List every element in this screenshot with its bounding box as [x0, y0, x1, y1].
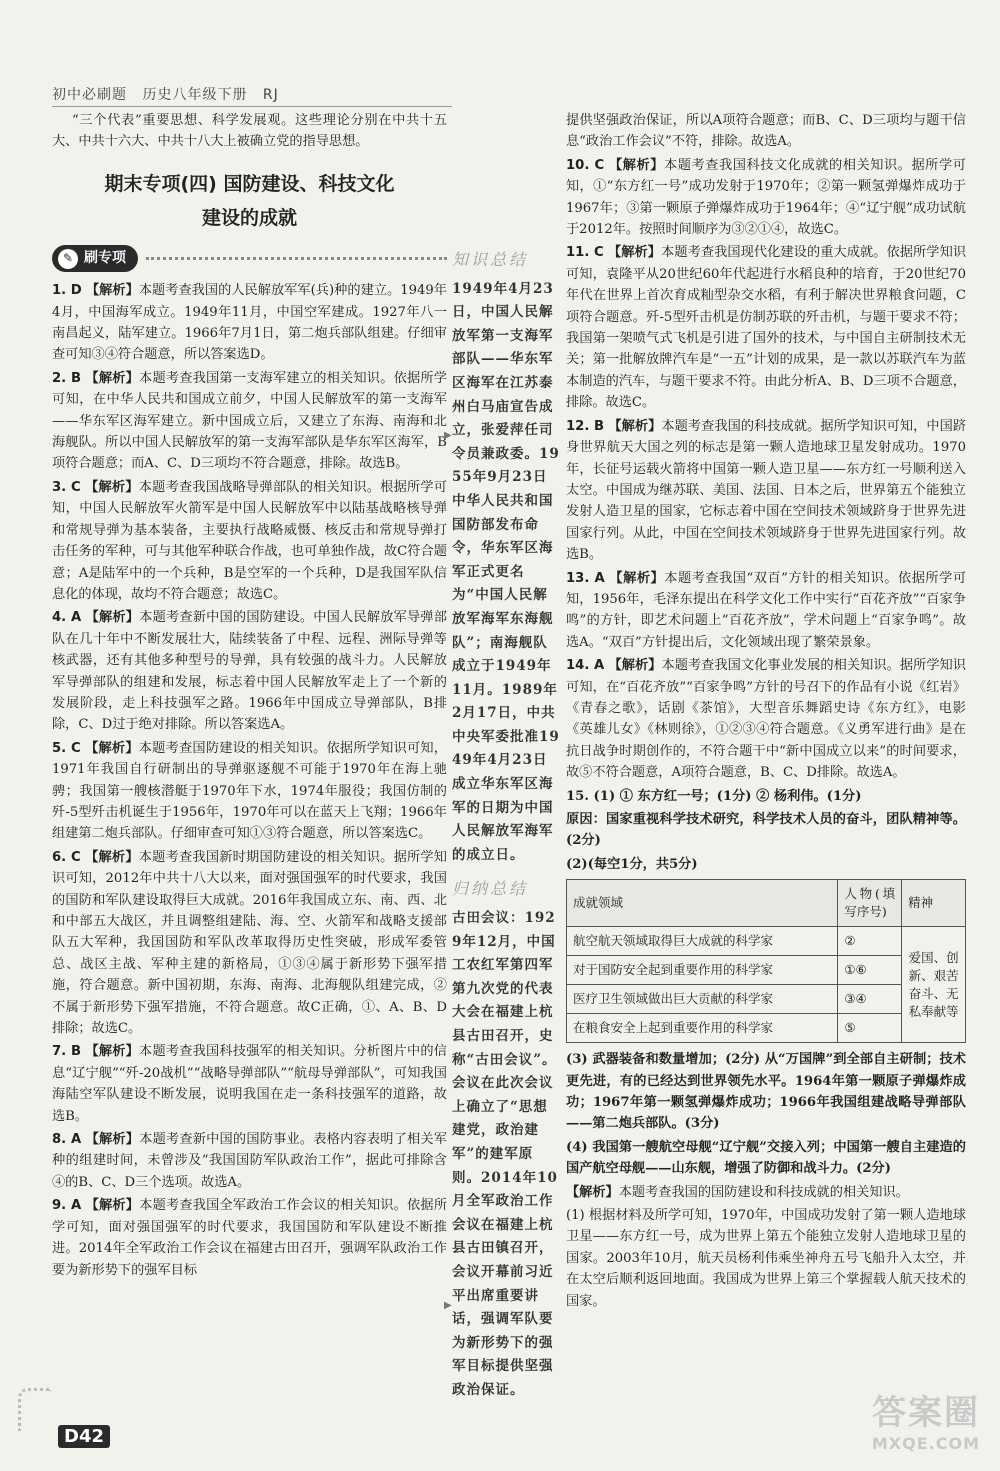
q15-analysis [566, 1182, 966, 1203]
table-header-spirit: 精神 [902, 880, 966, 927]
analysis-tag: 【解析】 [85, 610, 140, 626]
answer-number: 7. B [52, 1044, 82, 1060]
watermark-url: MXQE.COM [871, 1434, 980, 1453]
q15-part1: 15. (1) ① 东方红一号；(1分) ② 杨利伟。(1分) [566, 788, 862, 804]
answer-item [566, 155, 966, 241]
answer-text: 本题考查新中国的国防建设。中国人民解放军导弹部队在几十年中不断发展壮大，陆续装备了中程、远程、洲际导弹等核武器，还有其他多种型号的导弹，具有较强的战斗力。人民解放军导弹部队的组建和发展，标志着中国人民解放军走上了一个新的发展阶段，走上科技强军之路。1966年中国成立导弹部队，B排除，C、D过于绝对排除。所以答案选A。 [52, 610, 448, 733]
answer-item [52, 280, 447, 366]
answer-continuation: 提供坚强政治保证，所以A项符合题意；而B、C、D三项均与题干信息“政治工作会议”不符，排除。故选A。 [566, 113, 966, 150]
page-header [52, 84, 289, 104]
answer-text: 本题考查我国战略导弹部队的相关知识。根据所学可知，中国人民解放军火箭军是中国人民解放军中以陆基战略核导弹和常规导弹为基本装备，主要执行战略威慑、核反击和常规导弹打击任务的军种，可与其他军种联合作战，也可单独作战，故C符合题意；A是陆军中的一个兵种，B是空军的一个兵种，D是我国军队信息化的体现，故均不符合题意；故选C。 [52, 479, 447, 602]
answer-text: 本题考查我国文化事业发展的相关知识。据所学知识可知，在“百花齐放”“百家争鸣”方针的号召下的作品有小说《红岩》《青春之歌》，话剧《茶馆》，大型音乐舞蹈史诗《东方红》，电影《英雄儿女》《林则徐》，①②③④符合题意。《义勇军进行曲》是在抗日战争时期创作的，不符合题干中“新中国成立以来”的时间要求，故⑤不符合题意，A项符合题意，B、C、D排除。故选A。 [566, 658, 966, 781]
answer-item [52, 847, 447, 1040]
analysis-text: 本题考查我国的国防建设和科技成就的相关知识。 [618, 1184, 909, 1200]
watermark [872, 1385, 980, 1453]
practice-banner [52, 245, 447, 272]
answer-item [52, 1195, 447, 1281]
answer-number: 4. A [52, 610, 82, 626]
section-title [52, 167, 447, 235]
left-column [52, 110, 447, 1283]
watermark-logo-text: 答案圈 [872, 1393, 980, 1433]
analysis-tag: 【解析】 [608, 418, 662, 434]
q15-reason: 原因：国家重视科学技术研究，科学技术人员的奋斗，团队精神等。(2分) [566, 812, 966, 849]
table-cell-spirit: 爱国、创新、艰苦奋斗、无私奉献等 [902, 927, 966, 1043]
practice-badge [52, 245, 138, 272]
answer-number: 11. C [566, 245, 604, 261]
table-row [567, 927, 966, 956]
answer-number: 14. A [566, 658, 605, 674]
knowledge-summary-heading: 知识总结 [452, 250, 529, 269]
table-cell-person: ③④ [838, 985, 902, 1014]
induction-summary-text: 古田会议：1929年12月，中国工农红军第四军第九次党的代表大会在福建上杭县古田召开，史称“古田会议”。会议在此次会议上确立了“思想建党，政治建军”的建军原则。2014年10月全军政治工作会议在福建上杭县古田镇召开，会议开幕前习近平出席重要讲话，强调军队要为新形势下的强军目标提供坚强政治保证。 [452, 910, 558, 1398]
table-cell-person: ② [838, 927, 902, 956]
book-name: 初中必刷题 [52, 87, 127, 103]
answer-text: 本题考查我国的科技成就。据所学知识可知，中国跻身世界航天大国之列的标志是第一颗人造地球卫星发射成功。1970年，长征号运载火箭将中国第一颗人造卫星——东方红一号顺利送入太空。中国成为继苏联、美国、法国、日本之后，世界第五个能独立发射人造卫星的国家，它标志着中国在空间技术领域跻身于世界先进国家行列。从此，中国在空间技术领域跻身于世界先进国家行列。故选B。 [566, 418, 967, 563]
analysis-tag: 【解析】 [85, 740, 139, 756]
table-cell-field: 航空航天领域取得巨大成就的科学家 [567, 927, 838, 956]
answer-text: 本题考查新中国的国防事业。表格内容表明了相关军种的组建时间，未曾涉及“我国国防军队政治工作”，据此可排除含④的B、C、D三个选项。故选A。 [52, 1132, 448, 1190]
pointer-arrow-icon: ▶ [444, 1300, 452, 1311]
knowledge-summary-text: 1949年4月23日，中国人民解放军第一支海军部队——华东军区海军在江苏泰州白马庙宣告成立，张爱萍任司令员兼政委。1955年9月23日中华人民共和国国防部发布命令，华东军区海军正式更名为“中国人民解放军海军东海舰队”；南海舰队成立于1949年11月。1989年2月17日，中共中央军委批准1949年4月23日成立华东军区海军的日期为中国人民解放军海军的成立日。 [452, 280, 560, 863]
answer-item [52, 607, 447, 735]
answer-text: 本题考查我国“双百”方针的相关知识。依据所学可知，1956年，毛泽东提出在科学文化工作中实行“百花齐放”“百家争鸣”的方针，即艺术问题上“百花齐放”，学术问题上“百家争鸣”。故选A。“双百”方针提出后，文化领域出现了繁荣景象。 [566, 570, 967, 650]
answer-number: 5. C [52, 740, 81, 756]
answer-number: 3. C [52, 479, 81, 495]
analysis-tag: 【解析】 [85, 849, 139, 865]
answer-number: 13. A [566, 570, 605, 586]
answer-text: 本题考查我国科技文化成就的相关知识。据所学可知，①“东方红一号”成功发射于1970年；②第一颗氢弹爆炸成功于1967年；③第一颗原子弹爆炸成功于1964年；④“辽宁舰”成功试航于2012年。按照时间顺序为③②①④，故选C。 [566, 157, 966, 238]
analysis-tag: 【解析】 [85, 370, 140, 386]
answer-item [566, 416, 966, 566]
table-cell-field: 医疗卫生领域做出巨大贡献的科学家 [567, 985, 838, 1014]
page-number: D42 [58, 1425, 110, 1448]
achievement-table [566, 879, 966, 1043]
answer-item [52, 1129, 447, 1193]
answer-text: 本题考查我国的人民解放军军(兵)种的建立。1949年4月，中国海军成立。1949年11月，中国空军建成。1927年八一南昌起义，陆军建立。1966年7月1日，第二炮兵部队组建。仔细审查可知③④符合题意，所以答案选D。 [52, 283, 447, 363]
section-title-line-1: 期末专项(四) 国防建设、科技文化 [104, 172, 395, 195]
q15-part3: (3) 武器装备和数量增加；(2分) 从“万国牌”到全部自主研制；技术更先进，有的已经达到世界领先水平。1964年第一颗原子弹爆炸成功；1967年第一颗氢弹爆炸成功；1966年我国组建战略导弹部队——第二炮兵部队。(3分) [566, 1052, 966, 1132]
answer-item [52, 1041, 447, 1127]
analysis-tag: 【解析】 [608, 245, 662, 261]
table-header-field: 成就领域 [567, 880, 838, 927]
analysis-tag: 【解析】 [85, 1132, 140, 1148]
answer-item [52, 738, 447, 845]
table-header-row [567, 880, 966, 927]
table-cell-field: 在粮食安全上起到重要作用的科学家 [567, 1014, 838, 1043]
answer-number: 12. B [566, 418, 605, 434]
section-title-line-2: 建设的成就 [201, 206, 297, 229]
pencil-icon: ✎ [58, 249, 78, 269]
answer-text: 本题考查我国现代化建设的重大成就。依据所学知识可知，袁隆平从20世纪60年代起进行水稻良种的培育，于20世纪70年代在世界上首次育成籼型杂交水稻，有利于解决世界粮食问题，C项符合题意。歼-5型歼击机是仿制苏联的歼击机，与题干要求不符；我国第一架喷气式飞机是引进了国外的技术，与中国自主研制技术无关；第一批解放牌汽车是“一五”计划的成果，是一款以苏联汽车为蓝本制造的汽车，与题干要求不符。由此分析A、B、D三项不合题意，排除。故选C。 [566, 245, 967, 411]
answer-item [566, 568, 966, 654]
right-column [566, 110, 966, 1314]
answer-number: 6. C [52, 849, 81, 865]
table-header-person: 人物(填写序号) [838, 880, 902, 927]
corner-decoration [18, 1388, 51, 1431]
analysis-tag: 【解析】 [85, 1198, 140, 1214]
answer-number: 9. A [52, 1198, 82, 1214]
answer-item [566, 242, 966, 413]
table-cell-person: ①⑥ [838, 956, 902, 985]
answer-text: 本题考查我国全军政治工作会议的相关知识。依据所学可知，面对强国强军的时代要求，我国国防和军队建设不断推进。2014年全军政治工作会议在福建古田召开，强调军队政治工作要为新形势下的强军目标 [52, 1198, 448, 1278]
answer-text: 本题考查国防建设的相关知识。依据所学知识可知，1971年我国自行研制出的导弹驱逐舰不可能于1970年在海上驰骋；我国第一艘核潜艇于1970年下水，1974年服役；我国仿制的歼-5型歼击机诞生于1956年，1970年可以在蓝天上飞翔；1966年组建第二炮兵部队。仔细审查可知①③符合题意，所以答案选C。 [52, 740, 447, 842]
q15-part2: (2)(每空1分，共5分) [566, 856, 698, 872]
analysis-tag: 【解析】 [609, 570, 665, 586]
analysis-tag: 【解析】 [608, 658, 662, 674]
q15-analysis-detail: (1) 根据材料及所学可知，1970年，中国成功发射了第一颗人造地球卫星——东方红一号，成为世界上第五个能独立发射人造地球卫星的国家。2003年10月，航天员杨利伟乘坐神舟五号飞船升入太空，并在太空后顺利返回地面。我国成为世界上第三个掌握载人航天技术的国家。 [566, 1208, 966, 1309]
answer-text: 本题考查我国新时期国防建设的相关知识。据所学知识可知，2012年中共十八大以来，面对强国强军的时代要求，我国的国防和军队建设取得巨大成就。2016年我国成立东、南、西、北和中部五大战区，并且调整组建陆、海、空、火箭军和战略支援部队五大军种，我国国防和军队改革取得历史性突破，形成军委管总、战区主战、军种主建的新格局，①③④属于新形势下强军措施，符合题意。新中国初期，东海、南海、北海舰队组建完成，②不属于新形势下强军措施，不符合题意。故C正确，①、A、B、D排除；故选C。 [52, 849, 447, 1037]
practice-badge-label: 刷专项 [84, 249, 126, 266]
table-cell-field: 对于国防安全起到重要作用的科学家 [567, 956, 838, 985]
table-cell-person: ⑤ [838, 1014, 902, 1043]
edition-label: RJ [262, 87, 279, 103]
answer-item [566, 655, 966, 783]
answer-item [52, 477, 447, 605]
analysis-tag: 【解析】 [85, 1044, 140, 1060]
q15-part4: (4) 我国第一艘航空母舰“辽宁舰”交接入列；中国第一艘自主建造的国产航空母舰——山东舰，增强了防御和战斗力。(2分) [566, 1139, 966, 1177]
answer-number: 1. D [52, 283, 82, 299]
dotted-divider [146, 257, 447, 260]
subject-name: 历史八年级下册 [142, 87, 248, 103]
side-notes [452, 248, 560, 1403]
answer-text: 本题考查我国科技强军的相关知识。分析图片中的信息“辽宁舰”“歼-20战机”“战略导弹部队”“航母导弹部队”，可知我国海陆空军队建设不断发展，说明我国在走一条科技强军的道路，故选B。 [52, 1044, 447, 1124]
answer-item [52, 368, 447, 475]
analysis-tag: 【解析】 [608, 157, 664, 173]
analysis-tag: 【解析】 [85, 283, 139, 299]
pointer-arrow-icon: ▶ [444, 430, 452, 441]
answer-number: 2. B [52, 370, 82, 386]
answer-number: 8. A [52, 1132, 82, 1148]
answer-number: 10. C [566, 157, 605, 173]
analysis-tag: 【解析】 [566, 1184, 619, 1200]
analysis-tag: 【解析】 [85, 479, 139, 495]
induction-summary-heading: 归纳总结 [452, 879, 529, 899]
answer-text: 本题考查我国第一支海军建立的相关知识。依据所学可知，在中华人民共和国成立前夕，中国人民解放军的第一支海军——华东军区海军建立。新中国成立后，又建立了东海、南海和北海舰队。所以中国人民解放军的第一支海军部队是华东军区海军，B项符合题意；而A、C、D三项均不符合题意，排除。故选B。 [52, 370, 447, 472]
intro-text: “三个代表”重要思想、科学发展观。这些理论分别在中共十五大、中共十六大、中共十八大上被确立党的指导思想。 [52, 113, 447, 150]
